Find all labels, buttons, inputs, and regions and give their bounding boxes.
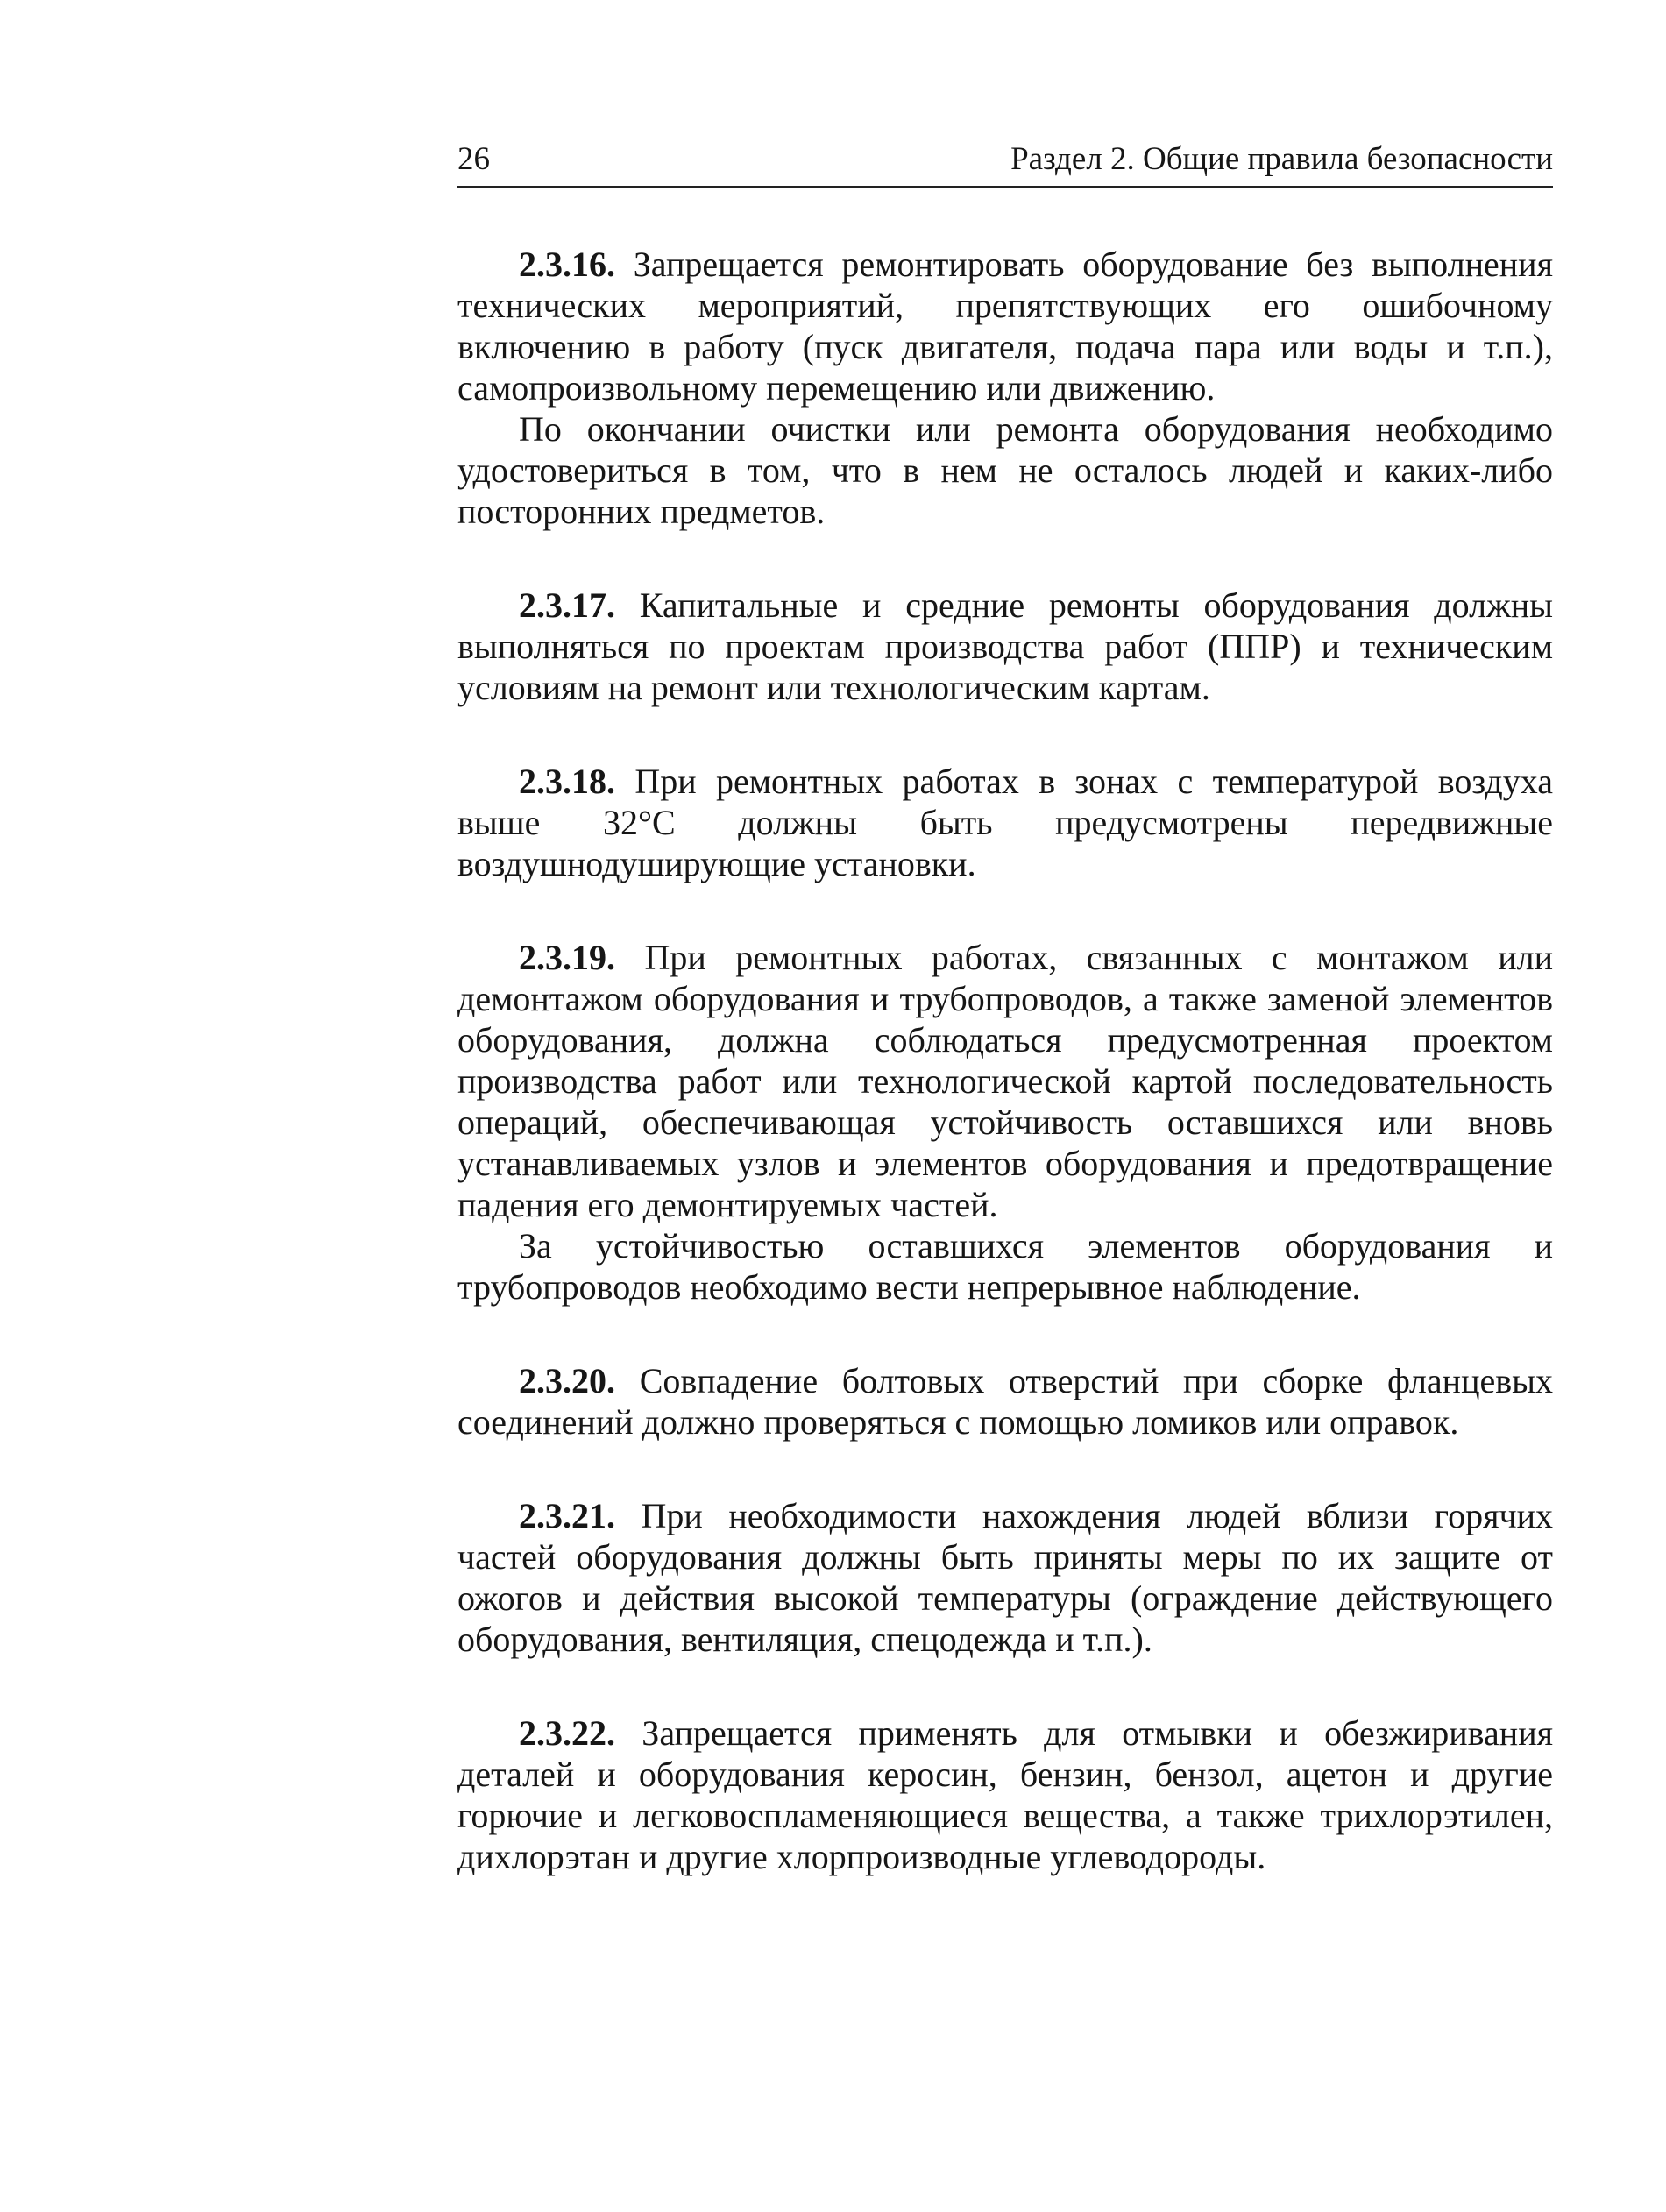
paragraph-2-3-17 <box>457 585 1553 708</box>
paragraph-number: 2.3.17. <box>519 585 615 625</box>
paragraph-text: Капитальные и средние ремонты оборудования должны выполняться по проектам производства работ (ППР) и техническим условиям на ремонт или технологическим картам. <box>457 585 1553 707</box>
paragraph-2-3-20 <box>457 1360 1553 1443</box>
paragraph-2-3-18 <box>457 761 1553 884</box>
paragraph-2-3-21 <box>457 1495 1553 1660</box>
paragraph-text: При необходимости нахождения людей вблизи горячих частей оборудования должны быть приняты меры по их защите от ожогов и действия высокой температуры (ограждение действующего оборудования, вентиляция, спецодежда и т.п.). <box>457 1496 1553 1659</box>
page-body <box>457 244 1553 1877</box>
paragraph-2-3-22 <box>457 1712 1553 1877</box>
paragraph-2-3-16 <box>457 244 1553 408</box>
paragraph-2-3-19 <box>457 937 1553 1225</box>
paragraph-text: Совпадение болтовых отверстий при сборке фланцевых соединений должно проверяться с помощью ломиков или оправок. <box>457 1361 1553 1442</box>
paragraph-number: 2.3.19. <box>519 938 615 977</box>
paragraph-text: По окончании очистки или ремонта оборудования необходимо удостовериться в том, что в нем не осталось людей и каких-либо посторонних предметов. <box>457 409 1553 531</box>
paragraph-number: 2.3.18. <box>519 762 615 801</box>
paragraph-number: 2.3.21. <box>519 1496 615 1535</box>
paragraph-number: 2.3.20. <box>519 1361 615 1400</box>
paragraph-text: За устойчивостью оставшихся элементов оборудования и трубопроводов необходимо вести непрерывное наблюдение. <box>457 1226 1553 1307</box>
paragraph-text: Запрещается применять для отмывки и обезжиривания деталей и оборудования керосин, бензин, бензол, ацетон и другие горючие и легковоспламеняющиеся вещества, а также трихлорэтилен, дихлорэтан и другие хлорпроизводные углеводороды. <box>457 1713 1553 1876</box>
paragraph-text: Запрещается ремонтировать оборудование без выполнения технических мероприятий, препятствующих его ошибочному включению в работу (пуск двигателя, подача пара или воды и т.п.), самопроизвольному перемещению или движению. <box>457 245 1553 408</box>
paragraph-2-3-19-continued <box>457 1225 1553 1308</box>
paragraph-text: При ремонтных работах в зонах с температурой воздуха выше 32°С должны быть предусмотрены передвижные воздушнодуширующие установки. <box>457 762 1553 883</box>
page-number: 26 <box>457 141 490 177</box>
paragraph-number: 2.3.16. <box>519 245 615 284</box>
paragraph-number: 2.3.22. <box>519 1713 615 1753</box>
paragraph-text: При ремонтных работах, связанных с монтажом или демонтажом оборудования и трубопроводов, а также заменой элементов оборудования, должна соблюдаться предусмотренная проектом производства работ или технологической картой последовательность операций, обеспечивающая устойчивость оставшихся или вновь устанавливаемых узлов и элементов оборудования и предотвращение падения его демонтируемых частей. <box>457 938 1553 1224</box>
running-title: Раздел 2. Общие правила безопасности <box>1010 141 1553 177</box>
paragraph-2-3-16-continued <box>457 408 1553 532</box>
page-header <box>457 131 1553 188</box>
